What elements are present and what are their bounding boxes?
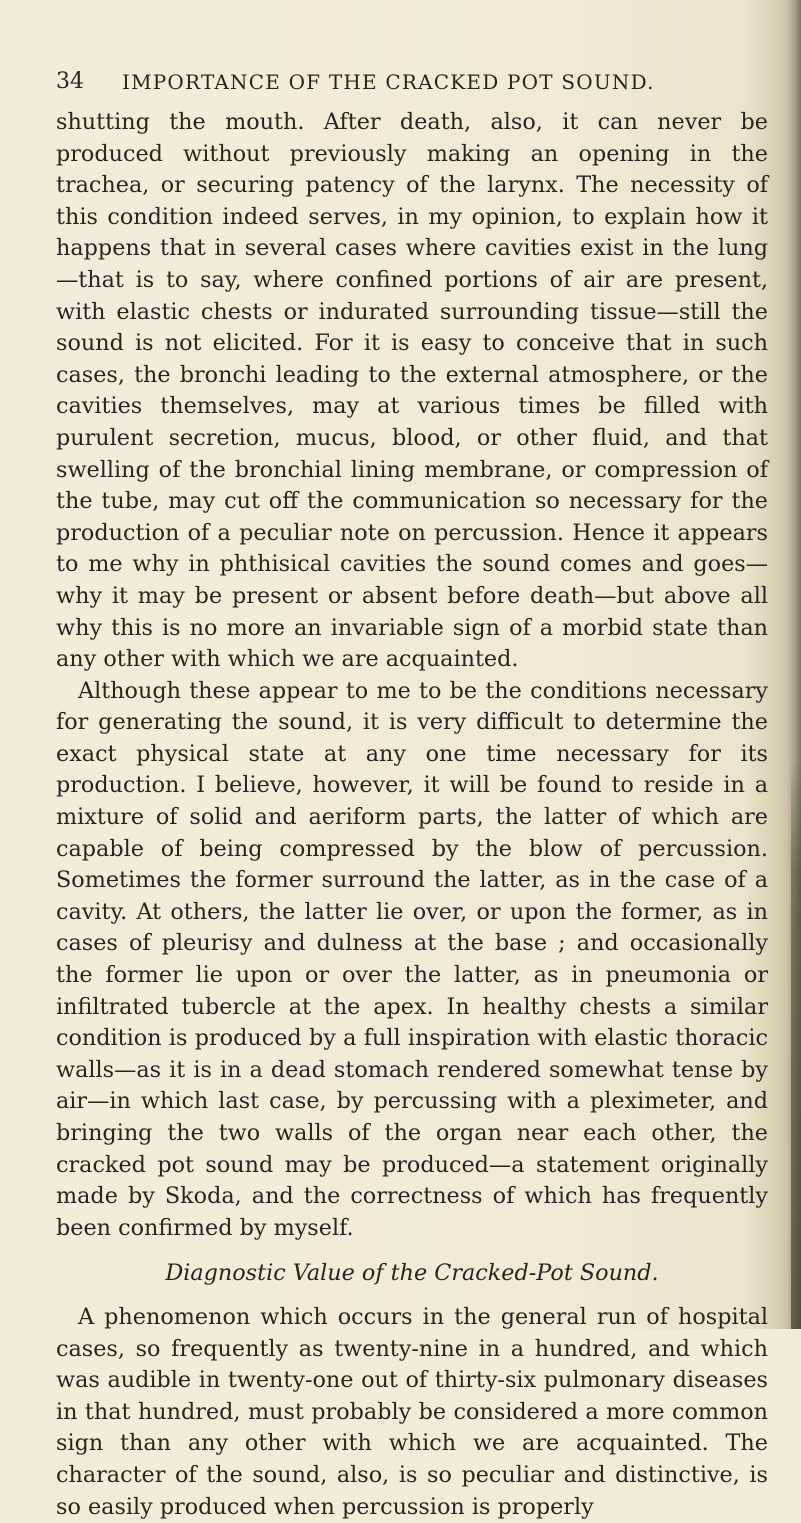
page-body [56, 107, 768, 1523]
paragraph-3: A phenomenon which occurs in the general run of hospital cases, so frequently as twenty-nine in a hundred, and which was audible in twenty-one out of thirty-six pulmonary diseases in that hundred, must probably be considered a more common sign than any other with which we are acquainted. The character of the sound, also, is so peculiar and distinctive, is so easily produced when percussion is properly [56, 1303, 768, 1520]
section-heading: Diagnostic Value of the Cracked-Pot Sound. [165, 1260, 659, 1287]
running-head: IMPORTANCE OF THE CRACKED POT SOUND. [122, 70, 655, 94]
paragraph-2: Although these appear to me to be the conditions necessary for generating the sound, it is very difficult to determine the exact physical state at any one time necessary for its production. I believe, however, it will be found to reside in a mixture of solid and aeriform parts, the latter of which are capable of being compressed by the blow of percussion. Sometimes the former surround the latter, as in the case of a cavity. At others, the latter lie over, or upon the former, as in cases of pleurisy and dulness at the base ; and occasionally the former lie upon or over the latter, as in pneumonia or infiltrated tubercle at the apex. In healthy chests a similar condition is produced by a full inspiration with elastic thoracic walls—as it is in a dead stomach rendered somewhat tense by air—in which last case, by percussing with a pleximeter, and bringing the two walls of the organ near each other, the cracked pot sound may be produced—a statement originally made by Skoda, and the correctness of which has frequently been confirmed by myself. [56, 677, 768, 1241]
page-header [56, 64, 696, 100]
paragraph-1: shutting the mouth. After death, also, it can never be produced without previously making an opening in the trachea, or securing patency of the larynx. The necessity of this condition indeed serves, in my opinion, to explain how it happens that in several cases where cavities exist in the lung—that is to say, where confined portions of air are present, with elastic chests or indurated surrounding tissue—still the sound is not elicited. For it is easy to conceive that in such cases, the bronchi leading to the external atmosphere, or the cavities themselves, may at various times be filled with purulent secretion, mucus, blood, or other fluid, and that swelling of the bronchial lining membrane, or compression of the tube, may cut off the communication so necessary for the production of a peculiar note on percussion. Hence it appears to me why in phthisical cavities the sound comes and goes—why it may be present or absent before death—but above all why this is no more an invariable sign of a morbid state than any other with which we are acquainted. [56, 109, 768, 673]
page-number: 34 [56, 69, 84, 94]
page-edge-binding [791, 760, 801, 1329]
